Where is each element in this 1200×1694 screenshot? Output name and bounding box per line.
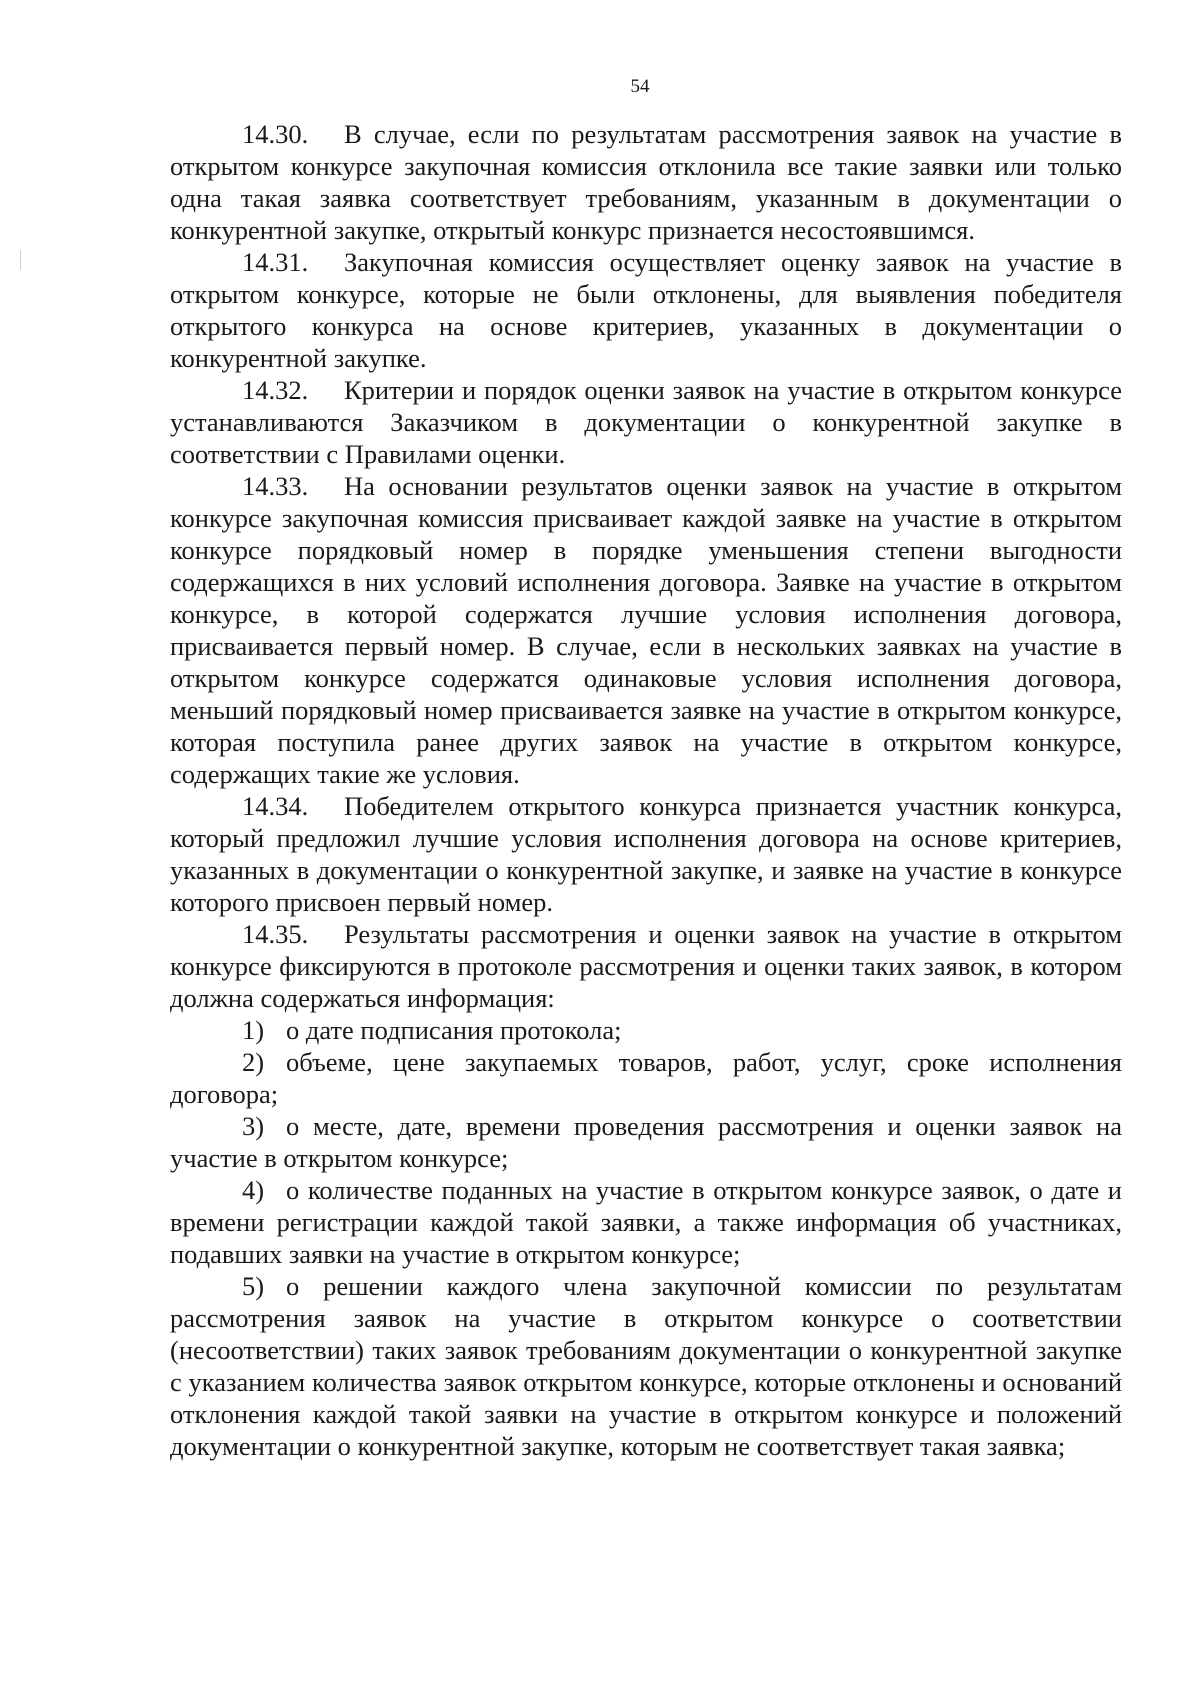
paragraph-14-33 (170, 470, 1122, 790)
paragraph-text: Результаты рассмотрения и оценки заявок на участие в открытом конкурсе фиксируются в протоколе рассмотрения и оценки таких заявок, в котором должна содержаться информация: (170, 919, 1122, 1013)
paragraph-number: 14.31. (242, 247, 309, 277)
paragraph-14-30 (170, 118, 1122, 246)
list-item-number: 1) (242, 1015, 265, 1045)
list-item-text: о месте, дате, времени проведения рассмотрения и оценки заявок на участие в открытом конкурсе; (170, 1111, 1122, 1173)
paragraph-number: 14.30. (242, 119, 309, 149)
paragraph-14-32 (170, 374, 1122, 470)
paragraph-text: На основании результатов оценки заявок на участие в открытом конкурсе закупочная комиссия присваивает каждой заявке на участие в открытом конкурсе порядковый номер в порядке уменьшения степени выгодности содержащихся в них условий исполнения договора. Заявке на участие в открытом конкурсе, в которой содержатся лучшие условия исполнения договора, присваивается первый номер. В случае, если в нескольких заявках на участие в открытом конкурсе содержатся одинаковые условия исполнения договора, меньший порядковый номер присваивается заявке на участие в открытом конкурсе, которая поступила ранее других заявок на участие в открытом конкурсе, содержащих такие же условия. (170, 471, 1122, 789)
paragraph-text: Закупочная комиссия осуществляет оценку заявок на участие в открытом конкурсе, которые не были отклонены, для выявления победителя открытого конкурса на основе критериев, указанных в документации о конкурентной закупке. (170, 247, 1122, 373)
paragraph-number: 14.35. (242, 919, 309, 949)
list-item-number: 5) (242, 1271, 265, 1301)
paragraph-14-34 (170, 790, 1122, 918)
paragraph-text: Критерии и порядок оценки заявок на участие в открытом конкурсе устанавливаются Заказчиком в документации о конкурентной закупке в соответствии с Правилами оценки. (170, 375, 1122, 469)
list-item-5 (170, 1270, 1122, 1462)
list-item-number: 2) (242, 1047, 265, 1077)
list-item-3 (170, 1110, 1122, 1174)
paragraph-number: 14.32. (242, 375, 309, 405)
list-item-text: о количестве поданных на участие в открытом конкурсе заявок, о дате и времени регистрации каждой такой заявки, а также информация об участниках, подавших заявки на участие в открытом конкурсе; (170, 1175, 1122, 1269)
paragraph-number: 14.33. (242, 471, 309, 501)
paragraph-text: Победителем открытого конкурса признается участник конкурса, который предложил лучшие условия исполнения договора на основе критериев, указанных в документации о конкурентной закупке, и заявке на участие в конкурсе которого присвоен первый номер. (170, 791, 1122, 917)
list-item-text: о решении каждого члена закупочной комиссии по результатам рассмотрения заявок на участие в открытом конкурсе о соответствии (несоответствии) таких заявок требованиям документации о конкурентной закупке с указанием количества заявок открытом конкурсе, которые отклонены и оснований отклонения каждой такой заявки на участие в открытом конкурсе и положений документации о конкурентной закупке, которым не соответствует такая заявка; (170, 1271, 1122, 1461)
list-item-number: 4) (242, 1175, 265, 1205)
list-item-4 (170, 1174, 1122, 1270)
page-number: 54 (630, 76, 650, 97)
list-item-text: о дате подписания протокола; (286, 1015, 622, 1045)
list-item-number: 3) (242, 1111, 265, 1141)
scan-margin-mark (20, 250, 21, 270)
document-body (170, 118, 1122, 1462)
paragraph-14-35 (170, 918, 1122, 1014)
paragraph-14-31 (170, 246, 1122, 374)
list-item-1 (170, 1014, 1122, 1046)
list-item-text: объеме, цене закупаемых товаров, работ, услуг, сроке исполнения договора; (170, 1047, 1122, 1109)
list-item-2 (170, 1046, 1122, 1110)
paragraph-text: В случае, если по результатам рассмотрения заявок на участие в открытом конкурсе закупочная комиссия отклонила все такие заявки или только одна такая заявка соответствует требованиям, указанным в документации о конкурентной закупке, открытый конкурс признается несостоявшимся. (170, 119, 1122, 245)
paragraph-number: 14.34. (242, 791, 309, 821)
